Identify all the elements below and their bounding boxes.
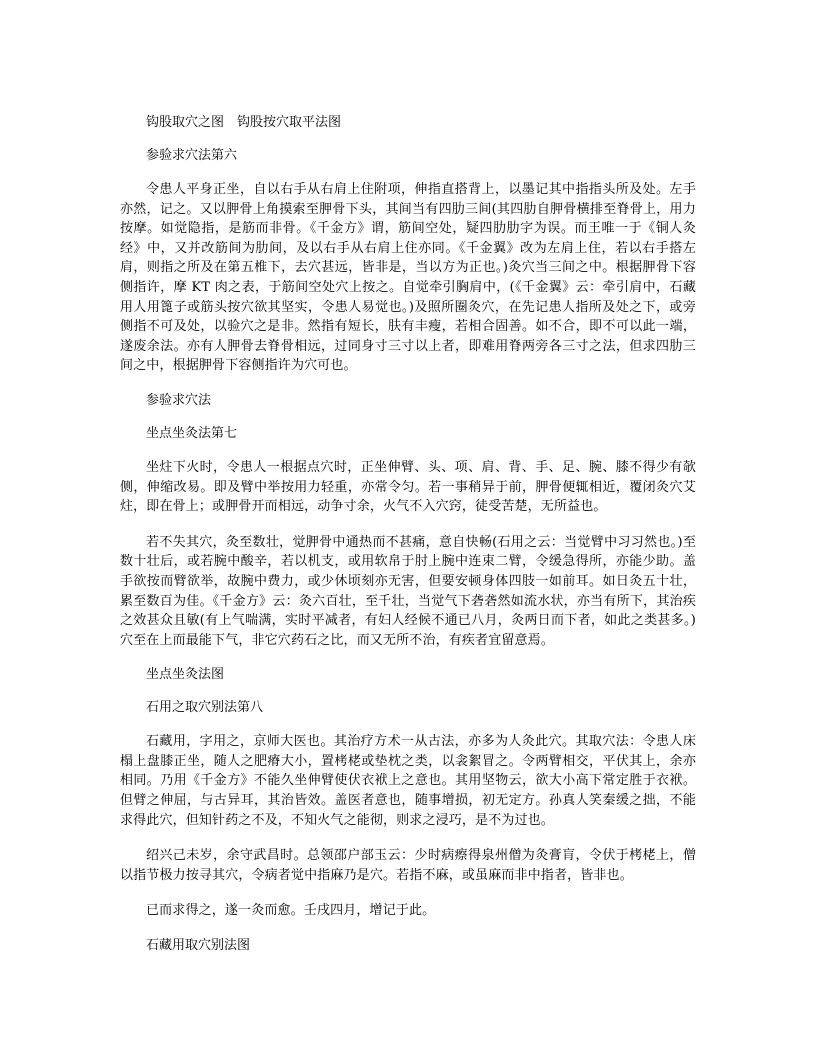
document-page — [120, 114, 696, 970]
paragraph-7-2: 若不失其穴，灸至数壮，觉胛骨中通热而不甚痛，意自快畅(石用之云：当觉臂中习习然也。)至数十壮后，或若腕中酸辛，若以机支，或用软帛于肘上腕中连束二臂，令缓急得所，亦能少助。盖手欲按而臂欲举，故腕中费力，或少休顷刻亦无害，但要安顿身体四肢一如前耳。如日灸五十壮，累至数百为佳。《千金方》云：灸六百壮，至千壮，当觉气下砻砻然如流水状，亦当有所下，其治疾之效甚众且敏(有上气喘满，实时平减者，有妇人经候不通已八月，灸两日而下者，如此之类甚多。)穴至在上而最能下气，非它穴药石之比，而又无所不治，有疾者宜留意焉。 — [120, 534, 696, 648]
paragraph-8-3: 已而求得之，遂一灸而愈。壬戌四月，增记于此。 — [146, 903, 436, 919]
section-title-7: 坐点坐灸法第七 — [146, 425, 238, 441]
figure-caption-canyan: 参验求穴法 — [146, 392, 212, 408]
section-title-8: 石用之取穴别法第八 — [146, 700, 264, 716]
paragraph-8-2: 绍兴己未岁，余守武昌时。总领邵户部玉云：少时病瘵得泉州僧为灸膏肓，令伏于栲栳上，僧以指节极力按寻其穴，令病者觉中指麻乃是穴。若指不麻，或虽麻而非中指者，皆非也。 — [120, 848, 696, 883]
paragraph-7-1: 坐炷下火时，令患人一根据点穴时，正坐伸臂、头、项、肩、背、手、足、腕、膝不得少有欹侧，伸缩改易。即及臂中举按用力轻重，亦常令匀。若一事稍异于前，胛骨便辄相近，覆闭灸穴艾炷，即在骨上；或胛骨开而相远，动争寸余，火气不入穴窍，徒受苦楚，无所益也。 — [120, 459, 696, 515]
paragraph-8-1: 石藏用，字用之，京师大医也。其治疗方术一从古法，亦多为人灸此穴。其取穴法：令患人床榻上盘膝正坐，随人之肥瘠大小，置栲栳或垫枕之类，以衾絮冒之。令两臂相交，平伏其上，余亦相同。乃用《千金方》不能久坐伸臂使伏衣袱上之意也。其用坚物云，欲大小高下常定胜于衣袱。但臂之伸屈，与古异耳，其治皆效。盖医者意也，随事增损，初无定方。孙真人笑秦缓之拙，不能求得此穴，但知针药之不及，不知火气之能彻，则求之浸巧，是不为过也。 — [120, 734, 696, 828]
figure-caption-zuodian: 坐点坐灸法图 — [146, 667, 225, 683]
figure-caption-shizang: 石藏用取穴别法图 — [146, 938, 251, 954]
figure-caption-gougu: 钩股取穴之图 钩股按穴取平法图 — [146, 115, 342, 130]
paragraph-6-1: 令患人平身正坐，自以右手从右肩上住附项，伸指直搭背上，以墨记其中指指头所及处。左手亦然，记之。又以胛骨上角摸索至胛骨下头，其间当有四肋三间(其四肋自胛骨横排至脊骨上，用力按摩。如觉隐指，是筋而非骨。《千金方》谓，筋间空处，疑四肋肋字为误。而王唯一于《铜人灸经》中，又并改筋间为肋间，及以右手从右肩上住亦同。《千金翼》改为左肩上住，若以右手搭左肩，则指之所及在第五椎下，去穴甚远，皆非是，当以方为正也。)灸穴当三间之中。根据胛骨下容侧指许，摩 KT 肉之表，于筋间空处穴上按之。自觉牵引胸肩中，(《千金翼》云：牵引肩中，石藏用人用篦子或筋头按穴欲其坚实，令患人易觉也。)及照所圈灸穴，在先记患人指所及处之下，或旁侧指不可及处，以验穴之是非。然指有短长，肤有丰瘦，若相合固善。如不合，即不可以此一端，遂废余法。亦有人胛骨去脊骨相远，过同身寸三寸以上者，即难用脊两旁各三寸之法，但求四肋三间之中，根据胛骨下容侧指许为穴可也。 — [120, 182, 696, 374]
section-title-6: 参验求穴法第六 — [146, 148, 238, 163]
